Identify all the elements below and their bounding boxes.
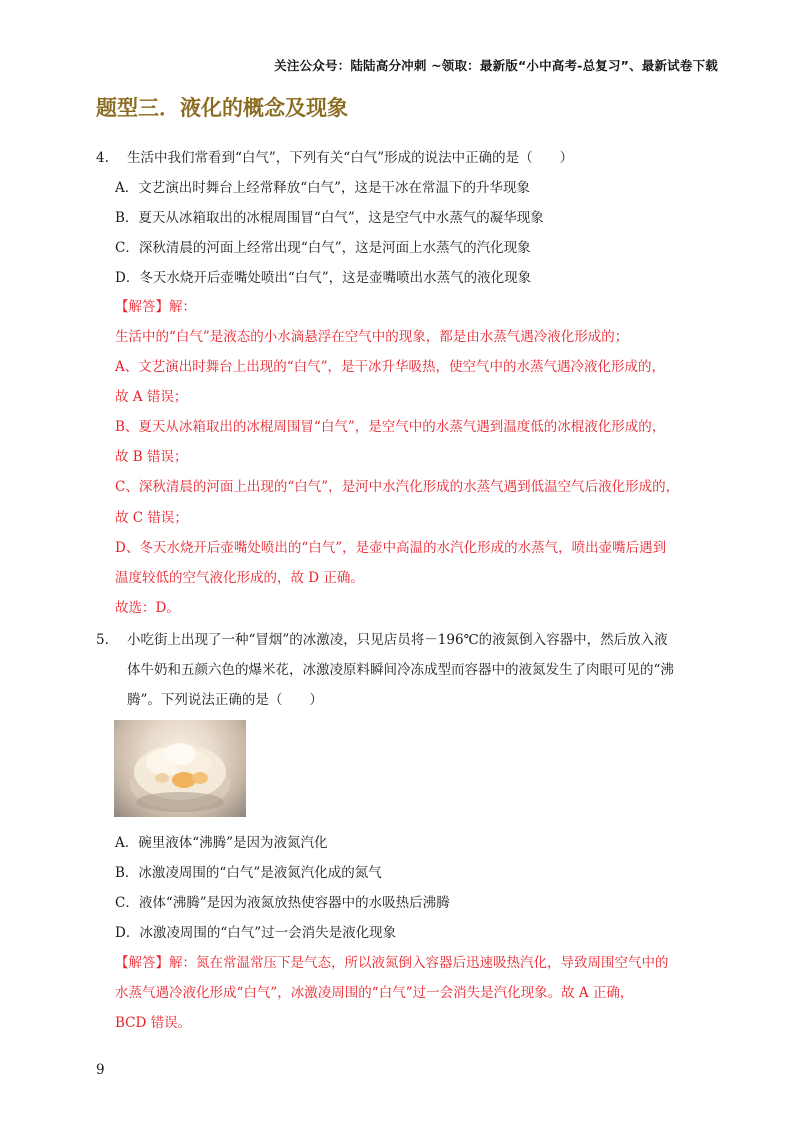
question-4-answer-line: D、冬天水烧开后壶嘴处喷出的“白气”，是壶中高温的水汽化形成的水蒸气，喷出壶嘴后遇到 bbox=[115, 540, 667, 556]
ice-cream-bowl-illustration bbox=[114, 720, 246, 817]
question-4-answer-line: C、深秋清晨的河面上出现的“白气”，是河中水汽化形成的水蒸气遇到低温空气后液化形成的， bbox=[115, 479, 680, 495]
question-4-answer-line: 故选：D。 bbox=[115, 600, 180, 616]
page-header: 关注公众号：陆陆高分冲刺 ~领取：最新版“小中高考-总复习”、最新试卷下载 bbox=[274, 58, 718, 73]
question-4-option-a: A．文艺演出时舞台上经常释放“白气”，这是干冰在常温下的升华现象 bbox=[115, 180, 531, 196]
question-5-option-d: D．冰激凌周围的“白气”过一会消失是液化现象 bbox=[115, 925, 397, 941]
question-5-option-a: A．碗里液体“沸腾”是因为液氮汽化 bbox=[115, 835, 328, 851]
question-5-option-c: C．液体“沸腾”是因为液氮放热使容器中的水吸热后沸腾 bbox=[115, 895, 450, 911]
question-4-answer-line: B、夏天从冰箱取出的冰棍周围冒“白气”，是空气中的水蒸气遇到温度低的冰棍液化形成的， bbox=[115, 419, 666, 435]
section-title: 题型三．液化的概念及现象 bbox=[96, 96, 348, 120]
question-4-answer-line: 故 A 错误； bbox=[115, 389, 188, 405]
question-5-stem-line: 小吃街上出现了一种“冒烟”的冰激凌，只见店员将－196℃的液氮倒入容器中，然后放入液 bbox=[127, 632, 668, 648]
ice-cream-photo bbox=[114, 720, 246, 817]
question-4-option-c: C．深秋清晨的河面上经常出现“白气”，这是河面上水蒸气的汽化现象 bbox=[115, 240, 531, 256]
question-5-number: 5. bbox=[96, 632, 109, 648]
page-number: 9 bbox=[96, 1062, 105, 1078]
question-5-stem-line: 腾”。下列说法正确的是（ ） bbox=[127, 692, 323, 708]
question-4-answer-heading: 【解答】解： bbox=[115, 299, 196, 315]
question-4-number: 4. bbox=[96, 150, 109, 166]
question-4-answer-line: A、文艺演出时舞台上出现的“白气”，是干冰升华吸热，使空气中的水蒸气遇冷液化形成的， bbox=[115, 359, 666, 375]
question-5-answer-line: BCD 错误。 bbox=[115, 1015, 192, 1031]
question-4-stem: 生活中我们常看到“白气”，下列有关“白气”形成的说法中正确的是（ ） bbox=[127, 150, 574, 166]
question-4-answer-line: 故 B 错误； bbox=[115, 449, 188, 465]
question-4-answer-line: 生活中的“白气”是液态的小水滴悬浮在空气中的现象，都是由水蒸气遇冷液化形成的； bbox=[115, 329, 629, 345]
question-5-stem-line: 体牛奶和五颜六色的爆米花，冰激凌原料瞬间冷冻成型而容器中的液氮发生了肉眼可见的“沸 bbox=[127, 662, 674, 678]
question-4-answer-line: 故 C 错误； bbox=[115, 510, 188, 526]
question-5-option-b: B．冰激凌周围的“白气”是液氮汽化成的氮气 bbox=[115, 865, 382, 881]
question-5-answer-line: 【解答】解：氮在常温常压下是气态，所以液氮倒入容器后迅速吸热汽化，导致周围空气中的 bbox=[115, 955, 669, 971]
question-4-answer-line: 温度较低的空气液化形成的，故 D 正确。 bbox=[115, 570, 364, 586]
question-4-option-b: B．夏天从冰箱取出的冰棍周围冒“白气”，这是空气中水蒸气的凝华现象 bbox=[115, 210, 544, 226]
question-5-answer-line: 水蒸气遇冷液化形成“白气”，冰激凌周围的“白气”过一会消失是汽化现象。故 A 正确， bbox=[115, 985, 634, 1001]
question-4-option-d: D．冬天水烧开后壶嘴处喷出“白气”，这是壶嘴喷出水蒸气的液化现象 bbox=[115, 270, 532, 286]
